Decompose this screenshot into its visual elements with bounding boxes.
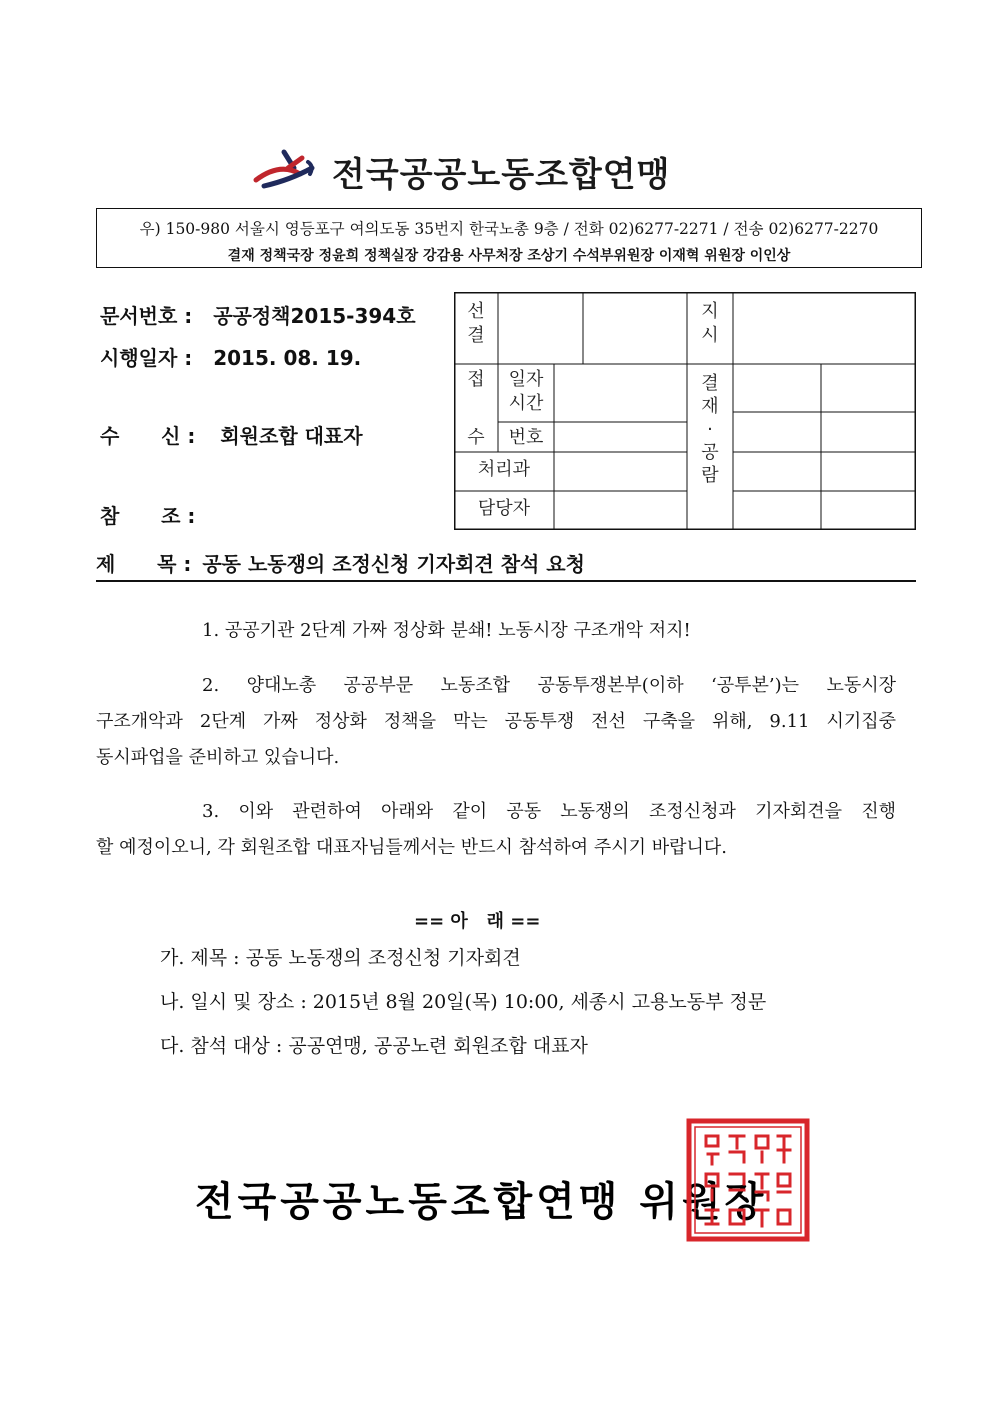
doc-number-row: [100, 300, 416, 329]
recipient-value: 회원조합 대표자: [220, 424, 363, 448]
official-seal-icon: [686, 1118, 810, 1242]
org-name-logo-text: 전국공공노동조합연맹: [332, 154, 671, 195]
subject-text: 공동 노동쟁의 조정신청 기자회견 참석 요청: [202, 552, 585, 576]
org-logo: [250, 148, 740, 194]
cell-person-in-charge: 담당자: [477, 498, 531, 519]
body-paragraph-2-line-1: 2. 양대노총 공공부문 노동조합 공동투쟁본부(이하 ‘공투본’)는 노동시장: [202, 675, 896, 696]
cell-number: 번호: [508, 427, 544, 448]
doc-number: 공공정책2015-394호: [213, 304, 416, 328]
cell-date-time: 일자 시간: [508, 369, 544, 415]
date-label: 시행일자 :: [100, 346, 193, 370]
date-value: 2015. 08. 19.: [213, 346, 362, 370]
address-line: 우) 150-980 서울시 영등포구 여의도동 35번지 한국노총 9층 / 전화 02)6277-2271 / 전송 02)6277-2270: [139, 220, 879, 238]
date-row: [100, 342, 361, 371]
details-item-b: 나. 일시 및 장소 : 2015년 8월 20일(목) 10:00, 세종시 고용노동부 정문: [160, 991, 767, 1013]
reference-row: [100, 500, 195, 529]
recipient-label: 수 신 :: [100, 424, 196, 448]
details-item-c: 다. 참석 대상 : 공공연맹, 공공노련 회원조합 대표자: [160, 1035, 588, 1057]
body-paragraph-3-line-1: 3. 이와 관련하여 아래와 같이 공동 노동쟁의 조정신청과 기자회견을 진행: [202, 801, 896, 822]
cell-su: 수: [467, 427, 485, 448]
cell-approval-review: 결 재 · 공 람: [701, 373, 719, 487]
reference-label: 참 조 :: [100, 504, 196, 528]
body-paragraph-2-line-2: 구조개악과 2단계 가짜 정상화 정책을 막는 공동투쟁 전선 구축을 위해, 9.11 시기집중: [96, 711, 896, 732]
details-heading: == 아 래 ==: [414, 911, 541, 932]
body-paragraph-3-line-2: 할 예정이오니, 각 회원조합 대표자님들께서는 반드시 참석하여 주시기 바랍니다.: [96, 837, 728, 858]
subject-label: 제 목 :: [96, 552, 192, 576]
cell-processing-dept: 처리과: [477, 459, 531, 480]
cell-jeop: 접: [467, 369, 485, 390]
logo-mark-icon: [250, 148, 330, 194]
subject-line: [96, 548, 916, 582]
recipient-row: [100, 420, 363, 449]
closing-signature: 전국공공노동조합연맹 위원장: [195, 1179, 768, 1225]
approval-table: [454, 292, 916, 530]
cell-seon-gyeol: 선 결: [467, 301, 485, 347]
doc-number-label: 문서번호 :: [100, 304, 193, 328]
body-paragraph-1: 1. 공공기관 2단계 가짜 정상화 분쇄! 노동시장 구조개악 저지!: [202, 620, 691, 641]
address-box: [96, 208, 922, 268]
details-item-a: 가. 제목 : 공동 노동쟁의 조정신청 기자회견: [160, 947, 521, 969]
body-paragraph-2-line-3: 동시파업을 준비하고 있습니다.: [96, 747, 340, 768]
approval-line: 결재 정책국장 정윤희 정책실장 강감용 사무처장 조상기 수석부위원장 이재혁 위원장 이인상: [227, 248, 791, 264]
cell-ji-si: 지 시: [701, 301, 719, 347]
